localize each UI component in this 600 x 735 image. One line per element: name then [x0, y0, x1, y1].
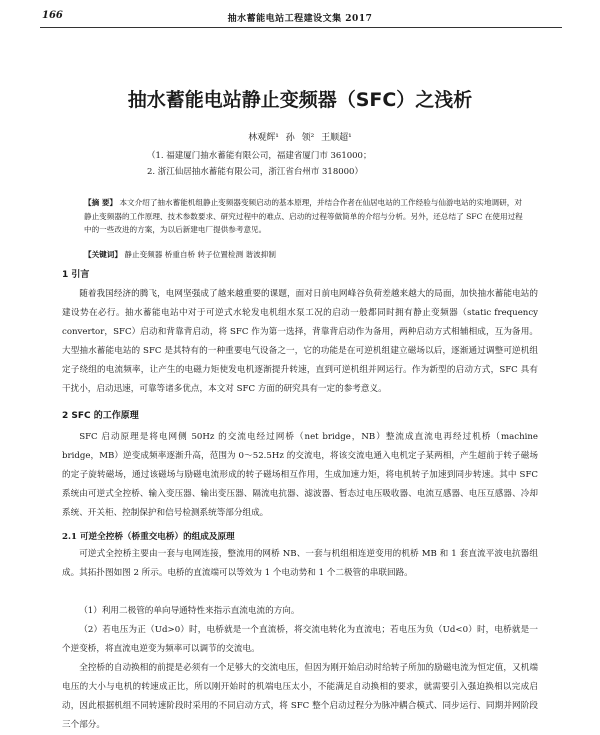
- paper-title: 抽水蓄能电站静止变频器（SFC）之浅析: [127, 89, 473, 111]
- keywords-text: 静止变频器 桥重自桥 转子位置检测 谐波抑制: [124, 250, 276, 259]
- section-heading-principle: 2 SFC 的工作原理: [62, 411, 139, 421]
- intro-paragraph: 随着我国经济的腾飞，电网坚强成了越来越重要的课题，面对日前电网峰谷负荷差越来越大的局面，加快抽水蓄能电站的建设势在必行。抽水蓄能电站中对于可逆式水轮发电机组水泵工况的启动一般都同时拥有静止变频器（static frequency convertor，SFC）启动和背靠背启动，将 SFC 作为第一选择，背靠背启动作为备用，两种启动方式相辅相成，互为备用。大型抽水蓄能电站的 SFC 是其特有的一种重要电气设备之一，它的功能是在可逆机组建立磁场以后，逐渐通过调整可逆机组定子绕组的电流频率，让产生的电磁力矩使发电机逐渐提升转速，直到可逆机组并网运行。作为新型的启动方式，SFC 具有干扰小，启动迅速，可靠等诸多优点，本文对 SFC 方面的研究具有一定的参考意义。: [62, 289, 538, 394]
- principle-paragraph: SFC 启动原理是将电网侧 50Hz 的交流电经过网桥（net bridge，NB）整流成直流电再经过机桥（machine bridge，MB）逆变成频率逐渐升高，范围为 0～52.5Hz 的交流电，将该交流电通入电机定子某两相，产生超前于转子磁场的定子旋转磁场，通过该磁场与励磁电流形成的转子磁场相互作用，生成加速力矩，将电机转子加速到同步转速。其中 SFC 系统由可逆式全控桥、输入变压器、输出变压器、隔流电抗器、滤波器、暂态过电压吸收器、电流互感器、电压互感器、冷却系统、开关柜、控制保护和信号检测系统等部分组成。: [62, 432, 538, 518]
- header-rule: [40, 27, 562, 28]
- list-item-2: （2）若电压为正（Ud>0）时，电桥就是一个直流桥，将交流电转化为直流电；若电压为负（Ud<0）时，电桥就是一个逆变桥，将直流电逆变为频率可以调节的交流电。: [62, 625, 538, 654]
- affiliation-2: 2. 浙江仙居抽水蓄能有限公司，浙江省台州市 318000）: [147, 167, 363, 177]
- abstract: [84, 196, 524, 237]
- abstract-label: 【摘 要】: [84, 198, 118, 207]
- keywords: [84, 249, 524, 260]
- section-heading-intro: 1 引言: [62, 270, 90, 280]
- subsection-paragraph: 可逆式全控桥主要由一套与电网连接，整流用的网桥 NB、一套与机组相连逆变用的机桥 MB 和 1 套直流平波电抗器组成。其拓扑图如图 2 所示。电桥的直流端可以等效为 1 个电动势和 1 个二极管的串联回路。: [62, 549, 538, 578]
- keywords-label: 【关键词】: [84, 250, 122, 259]
- list-item-1: （1）利用二极管的单向导通特性来指示直流电流的方向。: [79, 606, 300, 616]
- closing-paragraph: 全控桥的自动换相的前提是必须有一个足够大的交流电压，但因为刚开始启动时给转子所加的励磁电流为恒定值，又机端电压的大小与电机的转速成正比，所以刚开始时的机端电压太小，不能满足自动换相的要求，就需要引入强迫换相以完成启动，因此根据机组不同转速阶段时采用的不同启动方式，将 SFC 整个启动过程分为脉冲耦合模式、同步运行、同期并网阶段三个部分。: [62, 663, 538, 730]
- affiliation-1: （1. 福建厦门抽水蓄能有限公司，福建省厦门市 361000；: [147, 151, 372, 161]
- subsection-heading: 2.1 可逆全控桥（桥重交电桥）的组成及原理: [62, 532, 235, 542]
- page-number: 166: [42, 10, 63, 21]
- abstract-text: 本文介绍了抽水蓄能机组静止变频器变频启动的基本原理，并结合作者在仙居电站的工作经验与仙游电站的实地调研，对静止变频器的工作原理、技术参数要求、研究过程中的难点、启动的过程等做简单的介绍与分析。另外，还总结了 SFC 在使用过程中的一些改进的方案，为以后新建电厂提供参考意见。: [84, 198, 523, 234]
- author-list: 林观辉¹ 孙 领² 王顺超¹: [248, 133, 352, 143]
- running-header: 抽水蓄能电站工程建设文集 2017: [227, 14, 373, 24]
